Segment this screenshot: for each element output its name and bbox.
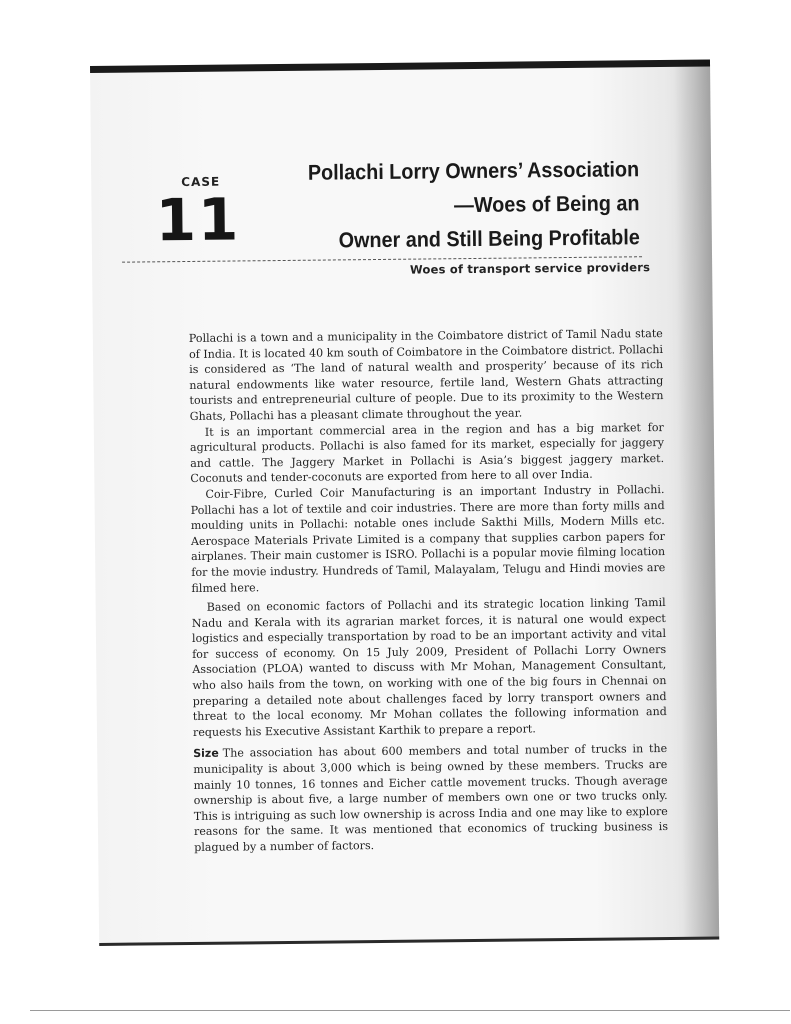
case-subtitle: Woes of transport service providers bbox=[409, 260, 651, 277]
case-number: 11 bbox=[155, 185, 241, 255]
book-page bbox=[90, 60, 719, 946]
body-paragraph: Based on economic factors of Pollachi and its strategic location linking Tamil Nadu and Kerala with its agrarian market forces, it is natural one would expect logistics and especially transportation by road to be an important activity and vital for success of economy. On 15 July 2009, President of Pollachi Lorry Owners Association (PLOA) wanted to discuss with Mr Mohan, Management Consultant, who also hails from the town, on working with one of the big fours in Chennai on preparing a detailed note about challenges faced by lorry transport owners and threat to the local economy. Mr Mohan collates the following information and requests his Executive Assistant Karthik to prepare a report. bbox=[191, 596, 667, 739]
case-title-line: Pollachi Lorry Owners’ Association bbox=[307, 157, 640, 185]
case-body bbox=[189, 326, 668, 856]
body-paragraph: It is an important commercial area in the region and has a big market for agricultural products. Pollachi is also famed for its market, especially for jaggery and cattle. The Jaggery Market in Pollachi is Asia’s biggest jaggery market. Coconuts and tender-coconuts are exported from here to all over India. bbox=[189, 420, 665, 486]
case-title bbox=[271, 152, 640, 258]
size-section-label: Size bbox=[193, 747, 219, 761]
scan-edge-line bbox=[30, 1010, 790, 1011]
case-label: CASE bbox=[181, 174, 221, 190]
case-title-line: —Woes of Being an bbox=[453, 191, 640, 218]
body-paragraph: Pollachi is a town and a municipality in the Coimbatore district of Tamil Nadu state of India. It is located 40 km south of Coimbatore in the Coimbatore district. Pollachi is considered as ‘The land of natural wealth and prosperity’ because of its rich natural endowments like water resource, fertile land, Western Ghats attracting tourists and entrepreneurial culture of people. Due to its proximity to the Western Ghats, Pollachi has a pleasant climate throughout the year. bbox=[188, 327, 664, 423]
size-section-text: The association has about 600 members and total number of trucks in the municipality is about 3,000 which is being owned by these members. Trucks are mainly 10 tonnes, 16 tonnes and Eicher cattle movement trucks. Though average ownership is about five, a large number of members own one or two trucks only. This is intriguing as such low ownership is across India and one may like to explore reasons for the same. It was mentioned that economics of trucking business is plagued by a number of factors. bbox=[193, 742, 669, 854]
body-paragraph: Coir-Fibre, Curled Coir Manufacturing is an important Industry in Pollachi. Pollachi has a lot of textile and coir industries. There are more than forty mills and moulding units in Pollachi: notable ones include Sakthi Mills, Modern Mills etc. Aerospace Materials Private Limited is a company that supplies carbon papers for airplanes. Their main customer is ISRO. Pollachi is a popular movie filming location for the movie industry. Hundreds of Tamil, Malayalam, Telugu and Hindi movies are filmed here. bbox=[190, 482, 666, 595]
size-section bbox=[193, 741, 668, 855]
case-title-line: Owner and Still Being Profitable bbox=[338, 225, 640, 253]
